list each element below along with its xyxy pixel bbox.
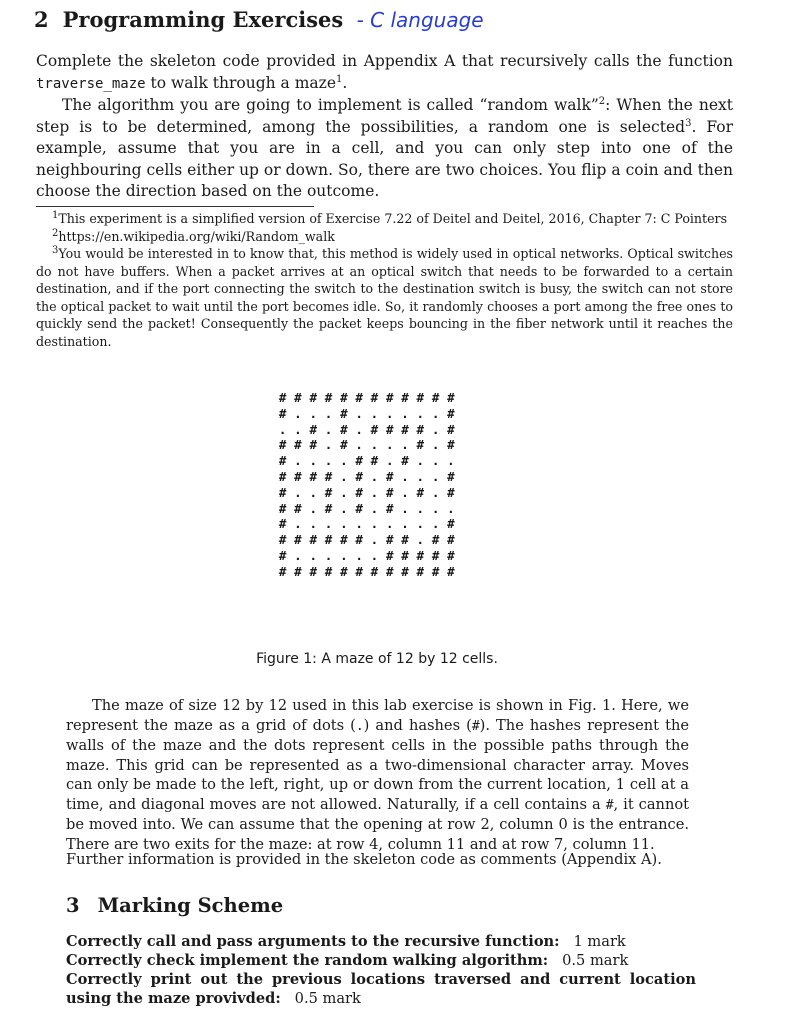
maze-path-cell: . <box>447 500 455 516</box>
maze-path-cell: . <box>309 500 317 516</box>
maze-path-cell: . <box>431 516 440 532</box>
maze-path-cell: . <box>401 516 409 532</box>
maze-path-cell: . <box>370 547 379 563</box>
footnote-divider <box>36 206 314 207</box>
maze-desc-s2: ) and hashes ( <box>363 716 472 734</box>
maze-wall-cell: # <box>294 390 302 405</box>
maze-path-cell: . <box>370 437 379 453</box>
maze-wall-cell: # <box>447 405 455 421</box>
maze-wall-cell: # <box>309 437 317 453</box>
maze-wall-cell: # <box>324 532 333 548</box>
maze-wall-cell: # <box>278 390 287 405</box>
maze-path-cell: . <box>447 453 455 469</box>
maze-wall-cell: # <box>416 421 425 437</box>
maze-path-cell: . <box>416 453 425 469</box>
maze-wall-cell: # <box>324 468 333 484</box>
maze-path-cell: . <box>431 405 440 421</box>
intro-p1-text: Complete the skeleton code provided in Appendix A that recursively calls the function <box>36 52 733 70</box>
maze-path-cell: . <box>355 547 363 563</box>
maze-wall-cell: # <box>278 547 287 563</box>
maze-row <box>275 516 459 532</box>
maze-path-cell: . <box>294 421 302 437</box>
maze-path-cell: . <box>431 500 440 516</box>
maze-wall-cell: # <box>385 421 394 437</box>
maze-row <box>275 548 459 564</box>
intro-p2-end: . For example, assume that you are in a cell, and you can only step into one of the neighbouring cells either up or down. So, there are two choices. You flip a coin and then choose the direction based on the outcome. <box>36 117 733 200</box>
maze-row <box>275 485 459 501</box>
section-2-heading <box>34 7 484 32</box>
maze-row <box>275 469 459 485</box>
marking-item <box>66 951 696 970</box>
footnote-3 <box>36 245 733 350</box>
maze-path-cell: . <box>370 516 379 532</box>
maze-wall-cell: # <box>416 484 425 500</box>
maze-path-cell: . <box>431 421 440 437</box>
maze-path-cell: . <box>401 437 409 453</box>
maze-path-cell: . <box>309 484 317 500</box>
maze-path-cell: . <box>385 437 394 453</box>
maze-path-cell: . <box>431 437 440 453</box>
maze-path-cell: . <box>401 405 409 421</box>
maze-path-cell: . <box>416 516 425 532</box>
maze-wall-cell: # <box>278 516 287 532</box>
maze-wall-cell: # <box>447 421 455 437</box>
maze-wall-cell: # <box>447 468 455 484</box>
section-2-number: 2 <box>34 7 49 32</box>
maze-wall-cell: # <box>370 390 379 405</box>
maze-path-cell: . <box>416 405 425 421</box>
maze-path-cell: . <box>340 453 348 469</box>
maze-desc-hash: # <box>471 718 480 734</box>
maze-wall-cell: # <box>324 390 333 405</box>
maze-path-cell: . <box>385 405 394 421</box>
maze-wall-cell: # <box>385 563 394 579</box>
maze-desc-s1: The maze of size 12 by 12 used in this lab exercise is shown in Fig. 1. Here, we represent the maze as a grid of dots ( <box>66 697 689 734</box>
maze-figure <box>275 390 459 580</box>
maze-path-cell: . <box>294 453 302 469</box>
maze-wall-cell: # <box>309 421 317 437</box>
maze-wall-cell: # <box>385 500 394 516</box>
maze-wall-cell: # <box>294 500 302 516</box>
maze-wall-cell: # <box>340 532 348 548</box>
marking-scheme <box>66 932 696 1008</box>
maze-path-cell: . <box>278 421 287 437</box>
footnote-1-mark: 1 <box>52 209 59 221</box>
maze-wall-cell: # <box>340 563 348 579</box>
maze-path-cell: . <box>370 468 379 484</box>
maze-wall-cell: # <box>370 563 379 579</box>
maze-desc-s3: ). The hashes represent the walls of the maze and the dots represent cells in the possible paths through the maze. This grid can be represented as a two-dimensional character array. Moves can only be made to the left, right, up or down from the current location, 1 cell at a time, and diagonal moves are not allowed. Naturally, if a cell contains a <box>66 716 689 813</box>
maze-wall-cell: # <box>431 563 440 579</box>
maze-wall-cell: # <box>401 390 409 405</box>
footnote-ref-2: 2 <box>598 95 606 107</box>
maze-wall-cell: # <box>447 563 455 579</box>
maze-wall-cell: # <box>431 547 440 563</box>
maze-wall-cell: # <box>294 532 302 548</box>
maze-path-cell: . <box>355 437 363 453</box>
maze-wall-cell: # <box>416 563 425 579</box>
maze-wall-cell: # <box>309 563 317 579</box>
section-3-number: 3 <box>66 894 80 917</box>
marking-criterion: Correctly check implement the random walking algorithm: <box>66 952 549 969</box>
maze-wall-cell: # <box>431 532 440 548</box>
footnote-2 <box>36 228 733 246</box>
maze-path-cell: . <box>294 484 302 500</box>
maze-path-cell: . <box>416 532 425 548</box>
maze-path-cell: . <box>431 453 440 469</box>
section-3-title: Marking Scheme <box>97 894 284 917</box>
marking-item <box>66 932 696 951</box>
maze-wall-cell: # <box>278 437 287 453</box>
maze-wall-cell: # <box>385 390 394 405</box>
maze-wall-cell: # <box>355 532 363 548</box>
maze-path-cell: . <box>309 547 317 563</box>
marking-criterion: Correctly print out the previous locations traversed and current location using the maze provivded: <box>66 971 696 1007</box>
footnote-2-link[interactable]: https://en.wikipedia.org/wiki/Random_walk <box>58 228 335 244</box>
maze-wall-cell: # <box>401 421 409 437</box>
maze-wall-cell: # <box>278 484 287 500</box>
intro-p2-start: The algorithm you are going to implement is called “random walk” <box>62 96 599 114</box>
maze-path-cell: . <box>324 453 333 469</box>
maze-wall-cell: # <box>278 563 287 579</box>
maze-path-cell: . <box>324 547 333 563</box>
maze-path-cell: . <box>370 500 379 516</box>
maze-wall-cell: # <box>355 563 363 579</box>
maze-path-cell: . <box>431 484 440 500</box>
maze-path-cell: . <box>355 421 363 437</box>
maze-wall-cell: # <box>416 390 425 405</box>
maze-row <box>275 501 459 517</box>
maze-wall-cell: # <box>416 547 425 563</box>
maze-wall-cell: # <box>294 437 302 453</box>
maze-path-cell: . <box>385 516 394 532</box>
maze-wall-cell: # <box>324 500 333 516</box>
maze-wall-cell: # <box>278 453 287 469</box>
maze-path-cell: . <box>370 484 379 500</box>
footnote-2-mark: 2 <box>52 227 59 239</box>
maze-path-cell: . <box>309 453 317 469</box>
marking-marks: 0.5 mark <box>294 990 361 1007</box>
footnote-3-mark: 3 <box>52 244 59 256</box>
maze-path-cell: . <box>324 516 333 532</box>
maze-wall-cell: # <box>355 453 363 469</box>
maze-path-cell: . <box>401 468 409 484</box>
maze-row <box>275 390 459 406</box>
maze-wall-cell: # <box>385 532 394 548</box>
maze-path-cell: . <box>340 468 348 484</box>
maze-path-cell: . <box>294 405 302 421</box>
maze-wall-cell: # <box>324 484 333 500</box>
maze-wall-cell: # <box>447 516 455 532</box>
further-info: Further information is provided in the skeleton code as comments (Appendix A). <box>66 851 662 868</box>
maze-path-cell: . <box>309 405 317 421</box>
intro-p1-text-end: to walk through a maze <box>150 73 337 92</box>
maze-desc-dot: . <box>355 718 364 734</box>
maze-desc-s4: , it cannot be moved into. We can assume that the opening at row 2, column 0 is the entrance. There are two exits for the maze: at row 4, column 11 and at row 7, column 11. <box>66 795 689 853</box>
maze-path-cell: . <box>294 516 302 532</box>
maze-wall-cell: # <box>309 390 317 405</box>
maze-wall-cell: # <box>324 563 333 579</box>
maze-path-cell: . <box>324 437 333 453</box>
maze-wall-cell: # <box>278 532 287 548</box>
maze-path-cell: . <box>294 547 302 563</box>
maze-wall-cell: # <box>340 437 348 453</box>
maze-path-cell: . <box>401 500 409 516</box>
maze-wall-cell: # <box>447 547 455 563</box>
marking-item <box>66 970 696 1008</box>
maze-wall-cell: # <box>355 484 363 500</box>
section-3-heading <box>66 894 283 917</box>
maze-wall-cell: # <box>401 532 409 548</box>
maze-path-cell: . <box>431 468 440 484</box>
maze-wall-cell: # <box>355 500 363 516</box>
maze-wall-cell: # <box>278 500 287 516</box>
maze-wall-cell: # <box>401 547 409 563</box>
maze-path-cell: . <box>340 516 348 532</box>
maze-wall-cell: # <box>447 532 455 548</box>
maze-wall-cell: # <box>340 421 348 437</box>
maze-row <box>275 532 459 548</box>
intro-p2-middle: : When the next step is to be determined, among the possibilities, a random one is selected <box>36 96 733 136</box>
maze-wall-cell: # <box>447 484 455 500</box>
maze-wall-cell: # <box>340 405 348 421</box>
maze-wall-cell: # <box>278 468 287 484</box>
section-2-title: Programming Exercises <box>62 7 344 32</box>
maze-path-cell: . <box>416 468 425 484</box>
maze-description <box>66 696 689 854</box>
maze-wall-cell: # <box>370 453 379 469</box>
maze-path-cell: . <box>355 516 363 532</box>
maze-wall-cell: # <box>294 563 302 579</box>
footnote-3-text: You would be interested in to know that, this method is widely used in optical networks. Optical switches do not have buffers. When a packet arrives at an optical switch that needs to be forwarded to a certain destination, and if the port connecting the switch to the destination switch is busy, the switch can not store the optical packet to wait until the port becomes idle. So, it randomly chooses a port among the free ones to quickly send the packet! Consequently the packet keeps bouncing in the fiber network until it reaches the destination. <box>36 246 733 349</box>
maze-wall-cell: # <box>355 468 363 484</box>
footnotes <box>36 210 733 350</box>
intro-paragraph-2 <box>36 95 733 203</box>
marking-criterion: Correctly call and pass arguments to the recursive function: <box>66 933 560 950</box>
maze-wall-cell: # <box>431 390 440 405</box>
maze-wall-cell: # <box>370 421 379 437</box>
marking-marks: 0.5 mark <box>562 952 629 969</box>
maze-path-cell: . <box>385 453 394 469</box>
maze-desc-hash-2: # <box>605 797 614 813</box>
maze-path-cell: . <box>324 421 333 437</box>
maze-path-cell: . <box>324 405 333 421</box>
figure-caption: Figure 1: A maze of 12 by 12 cells. <box>256 651 498 667</box>
maze-wall-cell: # <box>385 547 394 563</box>
maze-path-cell: . <box>370 532 379 548</box>
maze-row <box>275 437 459 453</box>
maze-wall-cell: # <box>447 390 455 405</box>
maze-row <box>275 564 459 580</box>
maze-wall-cell: # <box>385 484 394 500</box>
maze-path-cell: . <box>340 484 348 500</box>
maze-wall-cell: # <box>278 405 287 421</box>
handwritten-annotation: - C language <box>356 8 484 32</box>
footnote-1 <box>36 210 733 228</box>
intro-p1-period: . <box>342 73 348 92</box>
maze-wall-cell: # <box>355 390 363 405</box>
maze-path-cell: . <box>309 516 317 532</box>
intro-paragraph-1 <box>36 51 733 95</box>
maze-wall-cell: # <box>385 468 394 484</box>
intro-text <box>36 51 733 203</box>
maze-wall-cell: # <box>340 390 348 405</box>
maze-row <box>275 453 459 469</box>
footnote-ref-3: 3 <box>685 117 692 129</box>
maze-path-cell: . <box>401 484 409 500</box>
maze-path-cell: . <box>340 547 348 563</box>
maze-row <box>275 422 459 438</box>
maze-wall-cell: # <box>447 437 455 453</box>
footnote-1-text: This experiment is a simplified version of Exercise 7.22 of Deitel and Deitel, 2016, Chapter 7: C Pointers <box>58 211 728 226</box>
maze-path-cell: . <box>340 500 348 516</box>
maze-row <box>275 406 459 422</box>
footnote-ref-1: 1 <box>336 73 343 85</box>
marking-marks: 1 mark <box>573 933 626 950</box>
maze-wall-cell: # <box>309 532 317 548</box>
maze-path-cell: . <box>416 500 425 516</box>
maze-wall-cell: # <box>416 437 425 453</box>
maze-wall-cell: # <box>309 468 317 484</box>
maze-wall-cell: # <box>401 563 409 579</box>
function-name-code: traverse_maze <box>36 75 146 92</box>
maze-wall-cell: # <box>294 468 302 484</box>
maze-path-cell: . <box>355 405 363 421</box>
maze-wall-cell: # <box>401 453 409 469</box>
maze-path-cell: . <box>370 405 379 421</box>
